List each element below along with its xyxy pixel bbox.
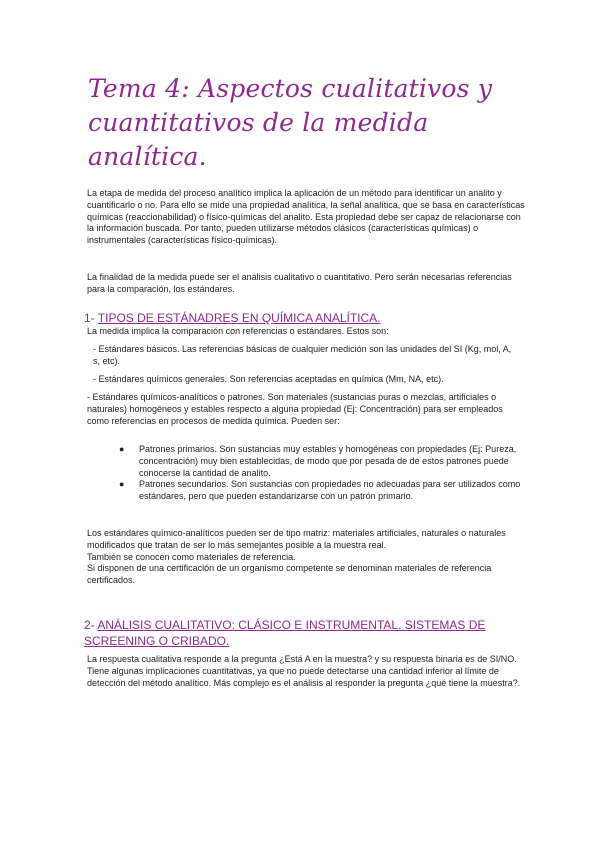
page-title: Tema 4: Aspectos cualitativos y cuantitativos de la medida analítica. — [88, 74, 493, 171]
patterns-list — [114, 444, 524, 503]
standards-analytical: - Estándares químicos-analíticos o patrones. Son materiales (sustancias puras o mezclas, artificiales o naturales) homogéneos y estables respecto a alguna propiedad (Ej: Concentración) para ser empleados como referencias en procesos de medida química. Pueden ser: — [87, 392, 503, 426]
intro-paragraph-2: La finalidad de la medida puede ser el análisis cualitativo o cuantitativo. Pero serán necesarias referencias para la comparación, los estándares. — [87, 272, 512, 294]
list-item — [114, 479, 524, 503]
certified-materials: Si disponen de una certificación de un organismo competente se denominan materiales de referencia certificados. — [87, 563, 492, 586]
section-2-title: ANÁLISIS CUALITATIVO: CLÁSICO E INSTRUMENTAL. SISTEMAS DE SCREENING O CRIBADO. — [84, 618, 486, 648]
section-1-lead: La medida implica la comparación con referencias o estándares. Estos son: — [87, 326, 389, 336]
reference-materials: También se conocen como materiales de referencia. — [87, 551, 296, 562]
primary-patterns: Patrones primarios. Son sustancias muy estables y homogéneas con propiedades (Ej: Pureza, concentración) muy bien establecidas, de modo que por pesada de de estos patrones puede conocerse la cantidad de analito. — [139, 444, 517, 478]
standards-basic: - Estándares básicos. Las referencias básicas de cualquier medición son las unidades del SI (Kg, mol, A, s, etc). — [93, 344, 512, 366]
intro-paragraph-1: La etapa de medida del proceso analítico implica la aplicación de un método para identificar un analito y cuantificarlo o no. Para ello se mide una propiedad analítica, la señal analítica, que se basa en características químicas (reaccionabilidad) o físico-químicas del analito. Esta propiedad debe ser capaz de relacionarse con la información buscada. Por tanto, pueden utilizarse métodos clásicos (características químicas) o instrumentales (características físico-químicas). — [87, 188, 525, 246]
matrix-standards: Los estándares químico-analíticos pueden ser de tipo matriz: materiales artificiales, naturales o naturales modificados que tratan de ser lo más semejantes posible a la muestra real. — [87, 528, 506, 550]
section-1-closing — [87, 528, 517, 587]
section-2-paragraph: La respuesta cualitativa responde a la pregunta ¿Está A en la muestra? y su respuesta binaria es de SI/NO. Tiene algunas implicaciones cuantitativas, ya que no puede detectarse una cantidad inferior al límite de detección del método analítico. Más complejo es el análisis al responder la pregunta ¿qué tiene la muestra?. — [87, 654, 521, 688]
section-2-number: 2- — [84, 618, 95, 632]
bullet-icon: ● — [119, 444, 125, 454]
standards-general: - Estándares químicos generales. Son referencias aceptadas en química (Mm, NA, etc). — [93, 374, 444, 384]
section-1-heading — [84, 311, 534, 327]
section-1-title: TIPOS DE ESTÁNADRES EN QUÍMICA ANALÍTICA. — [97, 311, 381, 325]
secondary-patterns: Patrones secundarios. Son sustancias con propiedades no adecuadas para ser utilizados como estándares, pero que pueden estandarizarse con un patrón primario. — [139, 479, 521, 502]
list-item — [114, 444, 524, 479]
bullet-icon: ● — [119, 479, 125, 490]
section-2-heading — [84, 618, 534, 649]
section-1-number: 1- — [84, 311, 95, 325]
